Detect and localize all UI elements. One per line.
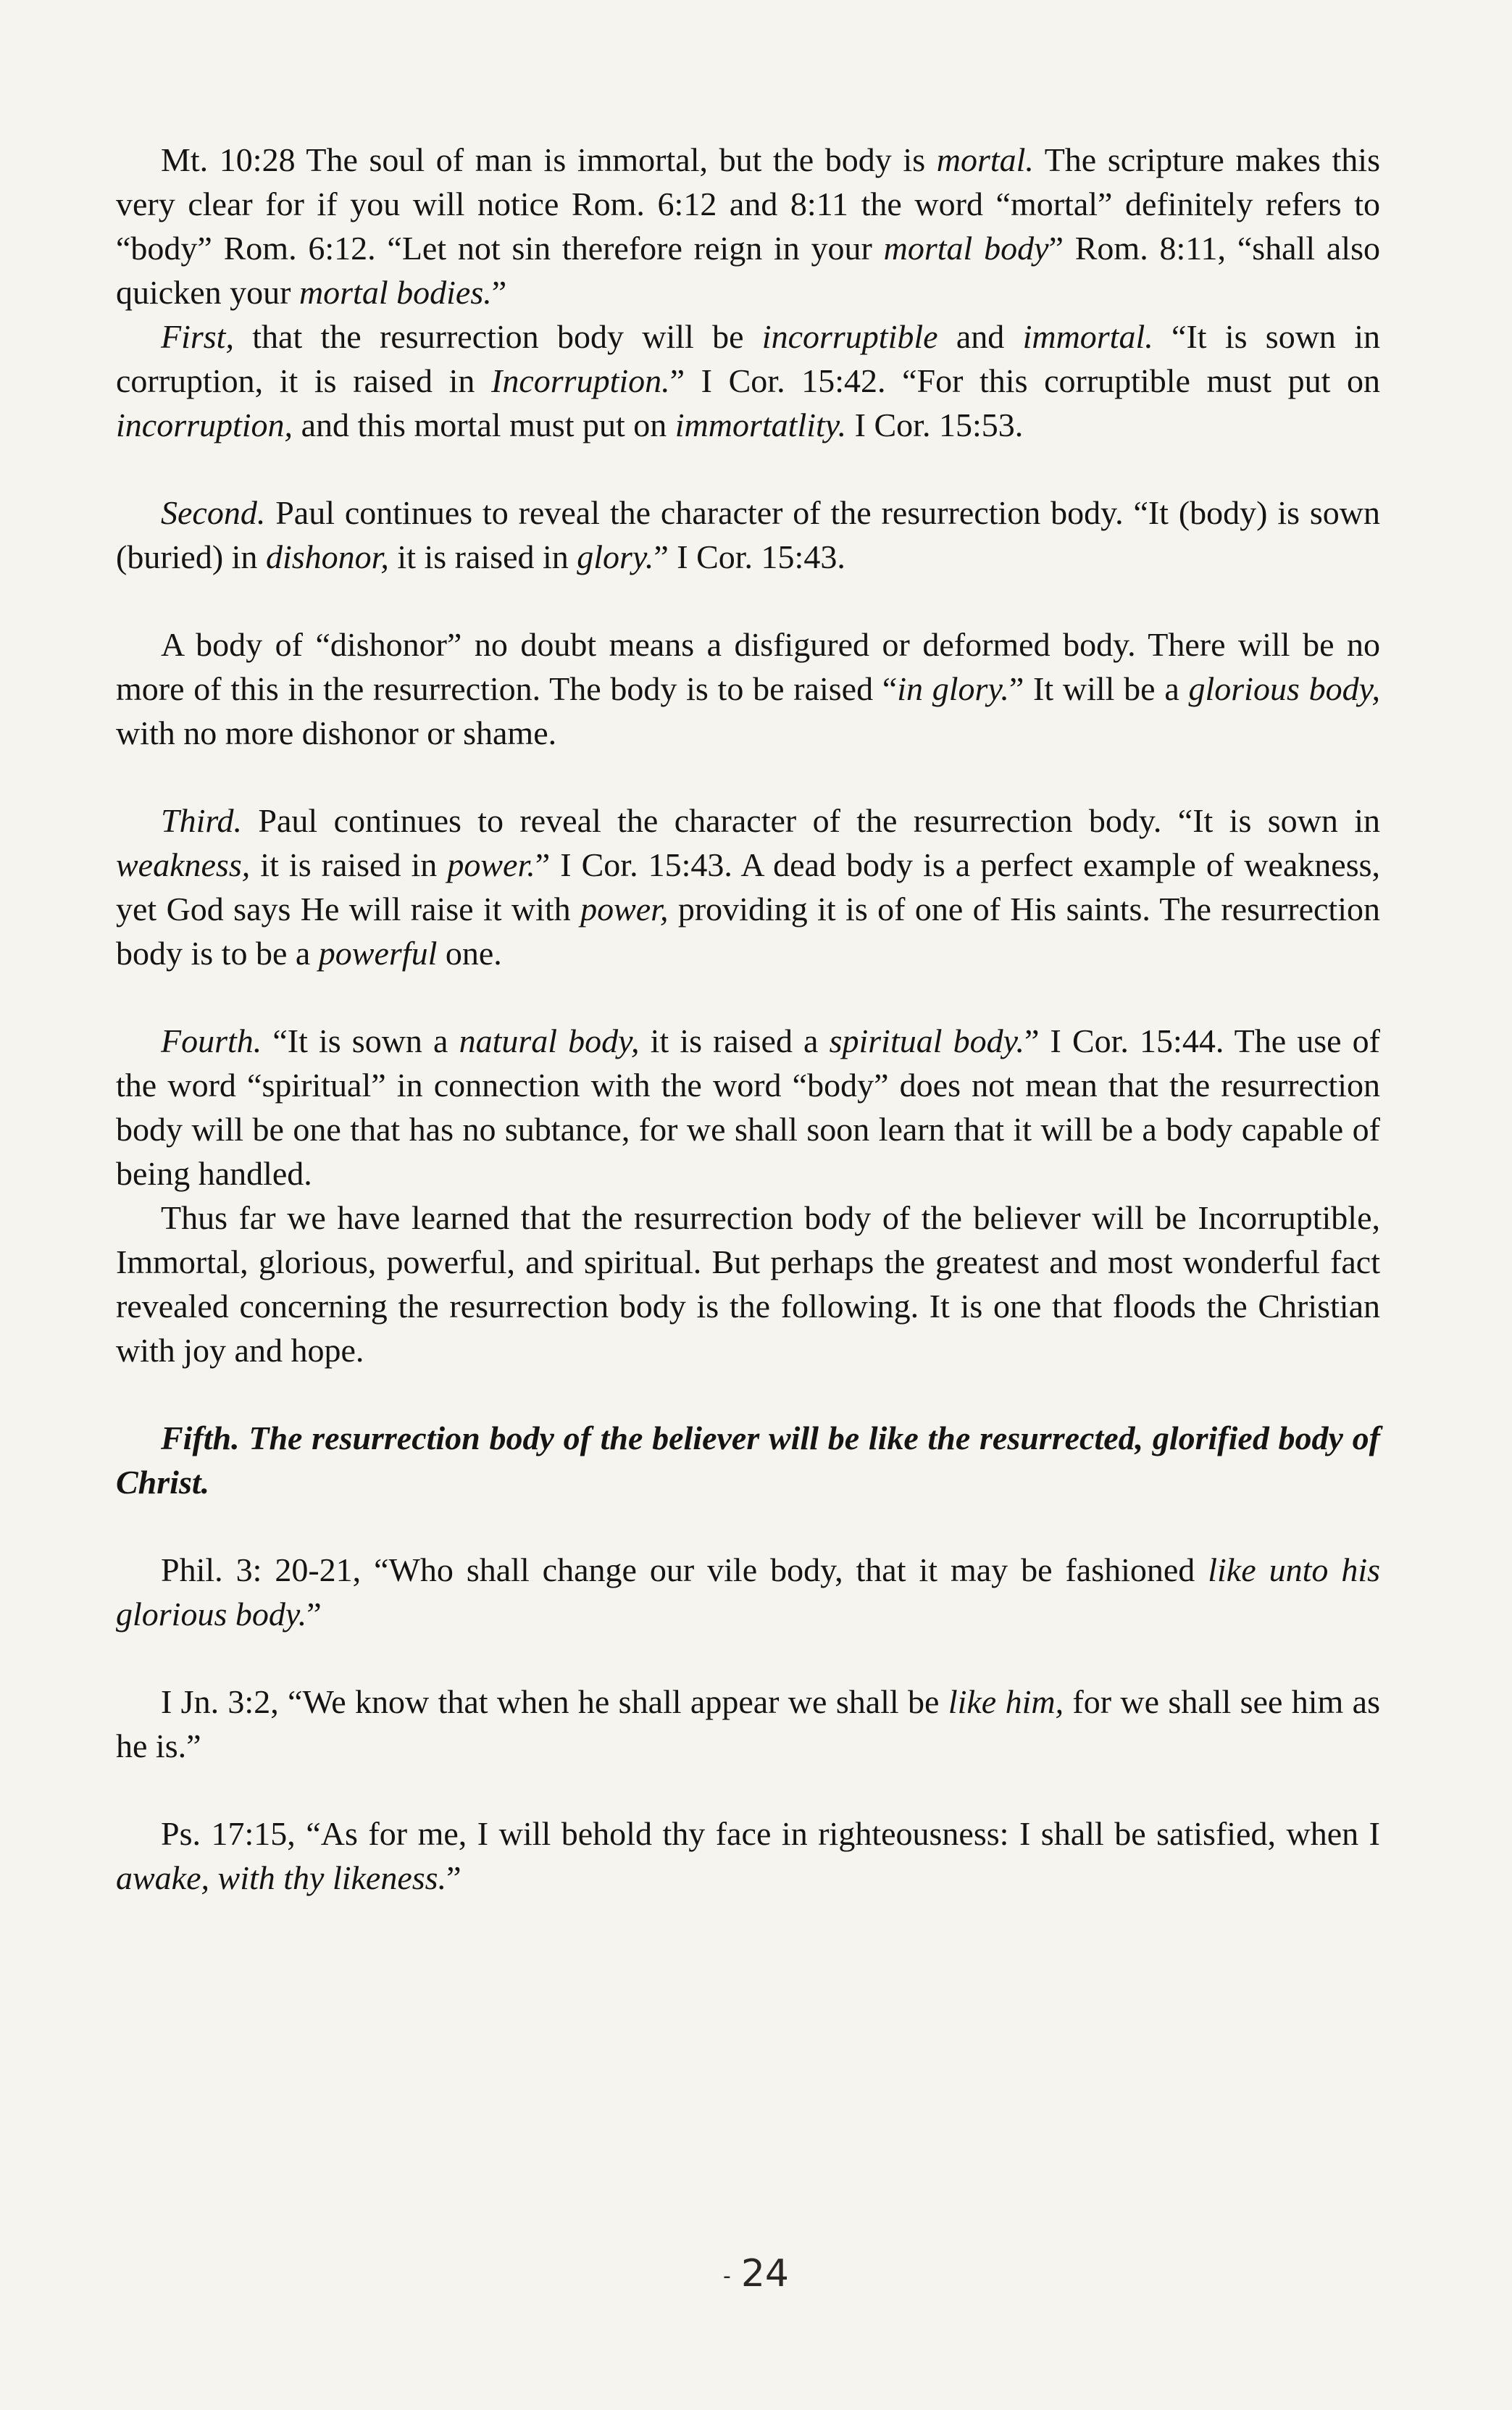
body-text: ” I Cor. 15:43.: [653, 538, 845, 575]
paragraph: [116, 1811, 1380, 1900]
body-text: ” It will be a: [1008, 670, 1189, 707]
emphasis-text: incorruptible: [761, 318, 938, 355]
emphasis-text: incorruption,: [116, 406, 293, 443]
document-body: [116, 138, 1380, 1900]
body-text: ” I Cor. 15:44. The use of the word “spiritual” in connection with the word “body” does not mean that the resurrection body will be one that has no subtance, for we shall soon learn that it will be a body capable of being handled.: [116, 1022, 1380, 1192]
body-text: The scripture makes this very clear for if you will notice Rom. 6:12 and 8:11 the word “mortal” definitely refers to “body” Rom. 6:12. “Let not sin therefore reign in your: [116, 141, 1380, 267]
paragraph: [116, 138, 1380, 314]
paragraph: [116, 1196, 1380, 1372]
body-text: and this mortal must put on: [293, 406, 675, 443]
body-text: Paul continues to reveal the character of the resurrection body. “It is sown in: [242, 802, 1380, 839]
body-text: Thus far we have learned that the resurrection body of the believer will be Incorruptible, Immortal, glorious, powerful, and spiritual. But perhaps the greatest and most wonderful fact revealed concerning the resurrection body is the following. It is one that floods the Christian with joy and hope.: [116, 1199, 1380, 1369]
page-number: [0, 2252, 1512, 2296]
emphasis-text: immortal.: [1022, 318, 1153, 355]
emphasis-text: like unto his glorious body.: [116, 1551, 1380, 1633]
emphasis-text: Third.: [161, 802, 243, 839]
emphasis-text: like him,: [948, 1683, 1064, 1720]
emphasis-text: natural body,: [459, 1022, 640, 1059]
emphasis-text: immortatlity.: [674, 406, 847, 443]
emphasis-text: mortal.: [936, 141, 1034, 178]
body-text: I Jn. 3:2, “We know that when he shall appear we shall be: [161, 1683, 948, 1720]
body-text: Mt. 10:28 The soul of man is immortal, but the body is: [161, 141, 937, 178]
emphasis-text: mortal body: [883, 230, 1049, 267]
emphasis-text: mortal bodies.: [298, 274, 492, 311]
body-text: Ps. 17:15, “As for me, I will behold thy face in righteousness: I shall be satisfied, when I: [161, 1815, 1380, 1852]
emphasis-text: weakness,: [116, 846, 251, 883]
body-text: ”: [446, 1859, 461, 1896]
paragraph: [116, 1416, 1380, 1504]
paragraph: [116, 1548, 1380, 1636]
body-text: ” I Cor. 15:43. A dead body is a perfect example of weakness, yet God says He will raise it with: [116, 846, 1380, 927]
body-text: ”: [306, 1596, 322, 1633]
paragraph: [116, 491, 1380, 579]
emphasis-text: dishonor,: [265, 538, 389, 575]
body-text: ”: [491, 274, 507, 311]
body-text: that the resurrection body will be: [233, 318, 762, 355]
paragraph: [116, 1680, 1380, 1768]
emphasis-text: power,: [580, 891, 669, 927]
paragraph: [116, 799, 1380, 975]
body-text: and: [937, 318, 1023, 355]
emphasis-text: spiritual body.: [829, 1022, 1025, 1059]
emphasis-text: Fifth. The resurrection body of the believer will be like the resurrected, glorified body of Christ.: [116, 1419, 1380, 1501]
body-text: it is raised in: [250, 846, 448, 883]
body-text: Phil. 3: 20-21, “Who shall change our vile body, that it may be fashioned: [161, 1551, 1208, 1588]
body-text: I Cor. 15:53.: [846, 406, 1024, 443]
emphasis-text: in glory.: [897, 670, 1009, 707]
body-text: “It is sown in corruption, it is raised in: [116, 318, 1380, 399]
emphasis-text: awake, with thy likeness.: [116, 1859, 447, 1896]
paragraph: [116, 622, 1380, 755]
paragraph: [116, 314, 1380, 447]
page-number-dash: -: [723, 2263, 731, 2289]
body-text: one.: [437, 935, 502, 972]
body-text: with no more dishonor or shame.: [116, 714, 557, 751]
emphasis-text: glorious body,: [1188, 670, 1380, 707]
body-text: ” Rom. 8:11, “shall also quicken your: [116, 230, 1380, 311]
emphasis-text: powerful: [318, 935, 438, 972]
paragraph: [116, 1019, 1380, 1196]
body-text: it is raised in: [388, 538, 577, 575]
emphasis-text: power.: [447, 846, 535, 883]
emphasis-text: Incorruption.: [491, 362, 670, 399]
body-text: Paul continues to reveal the character of the resurrection body. “It (body) is sown (buried) in: [116, 494, 1380, 575]
body-text: it is raised a: [639, 1022, 830, 1059]
emphasis-text: Fourth.: [161, 1022, 262, 1059]
emphasis-text: Second.: [161, 494, 266, 531]
body-text: A body of “dishonor” no doubt means a disfigured or deformed body. There will be no more of this in the resurrection. The body is to be raised “: [116, 626, 1380, 707]
emphasis-text: glory.: [577, 538, 654, 575]
page-number-value: 24: [740, 2252, 789, 2296]
emphasis-text: First,: [161, 318, 234, 355]
body-text: ” I Cor. 15:42. “For this corruptible must put on: [669, 362, 1380, 399]
body-text: “It is sown a: [262, 1022, 459, 1059]
body-text: providing it is of one of His saints. The resurrection body is to be a: [116, 891, 1380, 972]
body-text: for we shall see him as he is.”: [116, 1683, 1380, 1764]
